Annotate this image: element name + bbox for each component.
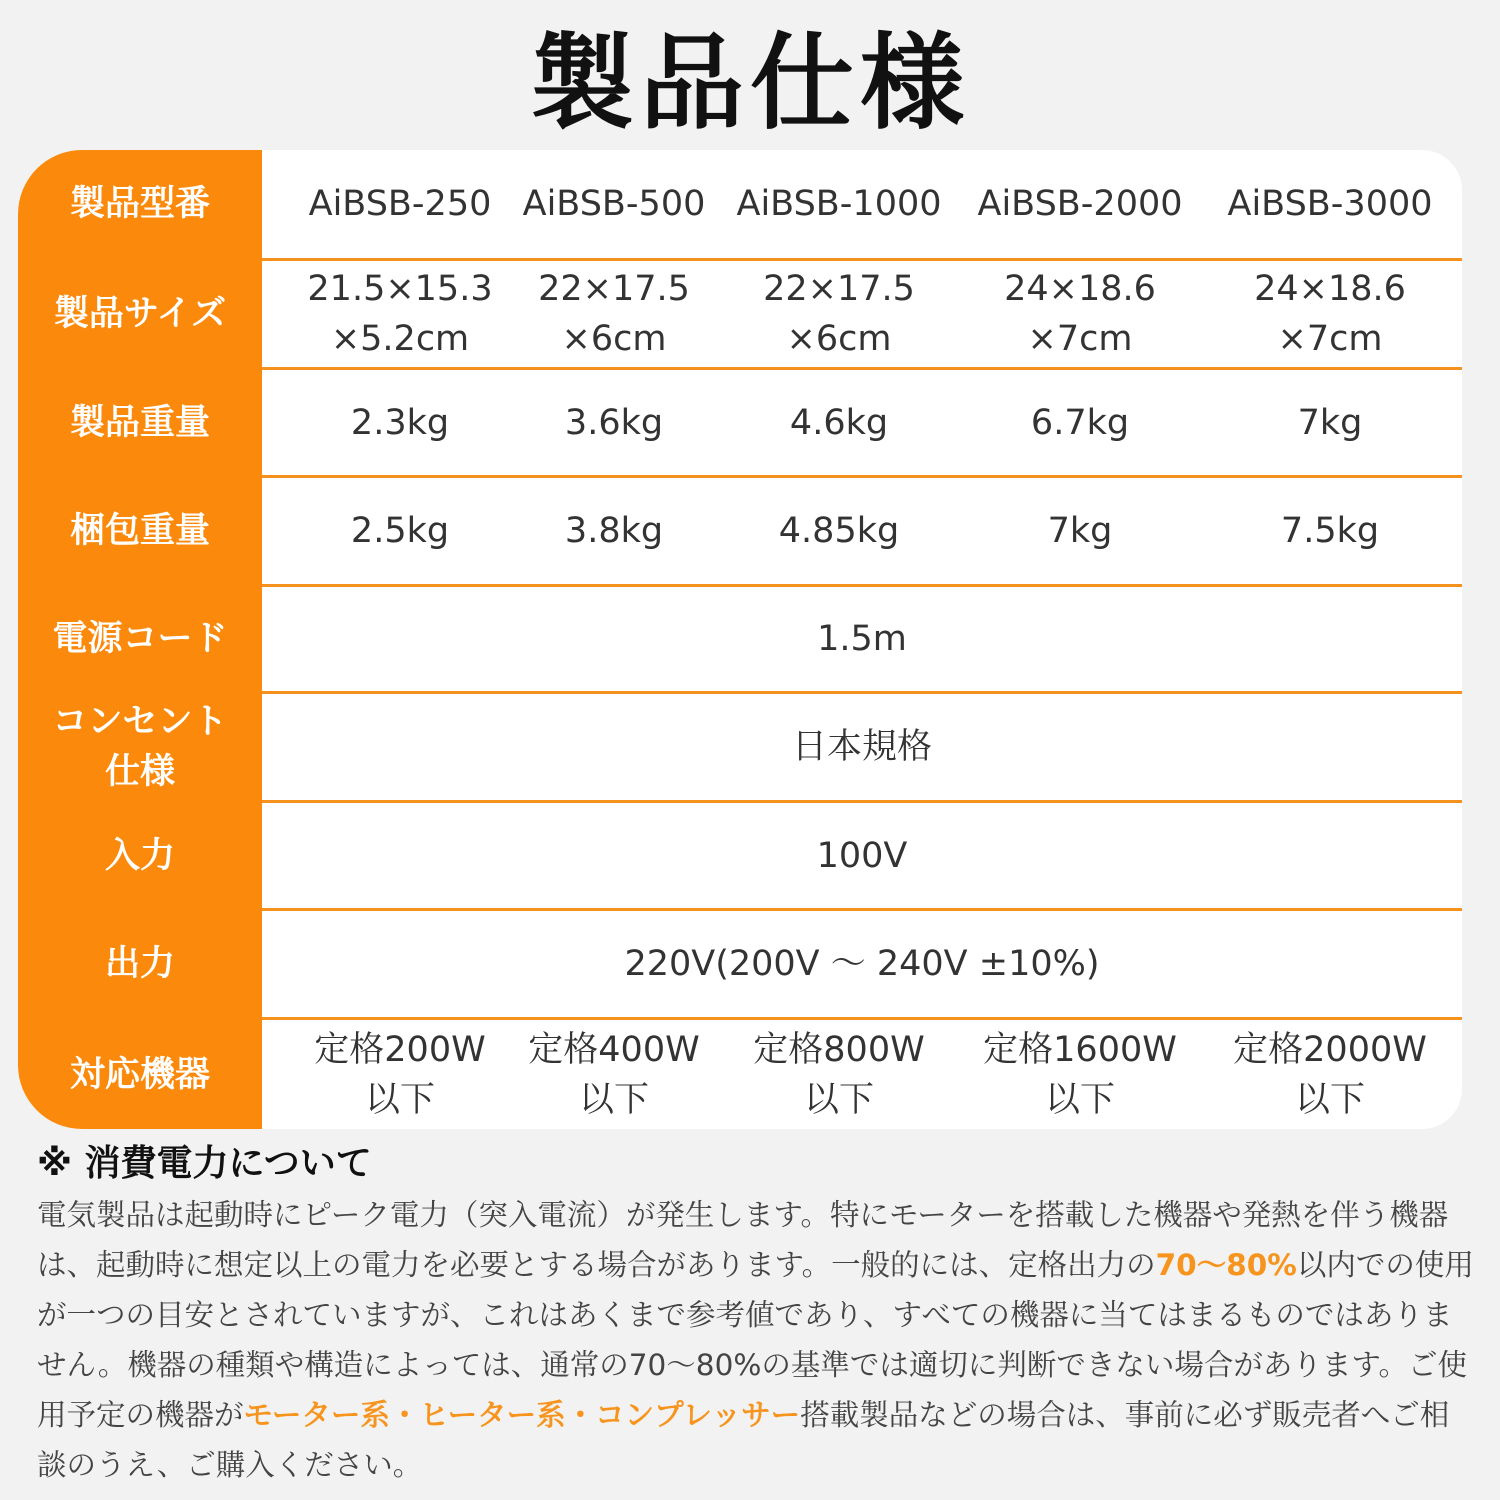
cell-model-3000: AiBSB-3000	[1227, 184, 1433, 224]
cell-devices-2000: 定格1600W 以下	[983, 1029, 1177, 1120]
cell-package-3000: 7.5kg	[1280, 511, 1380, 551]
cell-model-500: AiBSB-500	[522, 184, 706, 224]
row-label-compatible-devices: 対応機器	[69, 1054, 210, 1095]
page-title: 製品仕様	[529, 22, 970, 144]
row-label-output: 出力	[104, 944, 175, 984]
cell-package-2000: 7kg	[1047, 511, 1113, 551]
notes-text-1: 電気製品は起動時にピーク電力（突入電流）が発生します。特にモーターを搭載した機器や発熱を伴う機器は、起動時に想定以上の電力を必要とする場合があります。一般的には、定格出力の	[37, 1198, 1449, 1282]
row-label-model: 製品型番	[69, 184, 210, 224]
notes-title: ※ 消費電力について	[37, 1143, 372, 1184]
cell-devices-500: 定格400W 以下	[528, 1029, 700, 1120]
row-label-power-cord: 電源コード	[52, 619, 228, 659]
cell-devices-1000: 定格800W 以下	[753, 1029, 925, 1120]
row-outlet-spec	[18, 694, 1462, 800]
row-label-outlet-spec: コンセント 仕様	[52, 702, 228, 792]
spec-table	[18, 150, 1462, 1129]
row-label-product-weight: 製品重量	[69, 402, 210, 443]
row-model	[18, 150, 1462, 258]
cell-weight-250: 2.3kg	[350, 402, 450, 443]
notes-text-3: 搭載製品などの場合は、事前に必ず販売者へご相談のうえ、ご購入ください。	[37, 1398, 1450, 1482]
cell-package-250: 2.5kg	[350, 511, 450, 551]
row-input	[18, 803, 1462, 908]
row-label-size: 製品サイズ	[53, 294, 227, 334]
cell-input: 100V	[816, 835, 908, 876]
cell-size-500: 22×17.5 ×6cm	[538, 269, 690, 359]
cell-outlet-spec: 日本規格	[791, 727, 932, 767]
cell-weight-1000: 4.6kg	[789, 402, 889, 443]
cell-model-2000: AiBSB-2000	[977, 184, 1183, 224]
row-label-package-weight: 梱包重量	[69, 511, 210, 551]
row-product-weight	[18, 370, 1462, 475]
notes-highlight-rated-output: 70～80%	[1155, 1248, 1297, 1282]
cell-devices-3000: 定格2000W 以下	[1233, 1029, 1427, 1120]
notes-highlight-device-types: モーター系・ヒーター系・コンプレッサー	[243, 1398, 801, 1432]
cell-model-1000: AiBSB-1000	[736, 184, 942, 224]
cell-weight-2000: 6.7kg	[1030, 402, 1130, 443]
cell-power-cord: 1.5m	[817, 619, 907, 659]
notes-body	[37, 1190, 1477, 1490]
cell-model-250: AiBSB-250	[308, 184, 492, 224]
cell-size-1000: 22×17.5 ×6cm	[763, 269, 915, 359]
row-power-cord	[18, 587, 1462, 691]
cell-size-250: 21.5×15.3 ×5.2cm	[307, 269, 493, 359]
row-label-input: 入力	[104, 835, 175, 876]
row-package-weight	[18, 478, 1462, 584]
cell-package-500: 3.8kg	[564, 511, 664, 551]
cell-size-2000: 24×18.6 ×7cm	[1004, 269, 1156, 359]
row-compatible-devices	[18, 1020, 1462, 1129]
notes-text-2: 以内での使用が一つの目安とされていますが、これはあくまで参考値であり、すべての機器に当てはまるものではありません。機器の種類や構造によっては、通常の70～80%の基準では適切に判断できない場合があります。ご使用予定の機器が	[37, 1248, 1474, 1432]
row-size	[18, 261, 1462, 367]
power-consumption-notes	[37, 1138, 1477, 1490]
cell-weight-3000: 7kg	[1297, 402, 1363, 443]
cell-output: 220V(200V ～ 240V ±10%)	[624, 944, 1100, 984]
cell-size-3000: 24×18.6 ×7cm	[1254, 269, 1406, 359]
cell-package-1000: 4.85kg	[778, 511, 900, 551]
row-output	[18, 911, 1462, 1017]
cell-devices-250: 定格200W 以下	[314, 1029, 486, 1120]
cell-weight-500: 3.6kg	[564, 402, 664, 443]
